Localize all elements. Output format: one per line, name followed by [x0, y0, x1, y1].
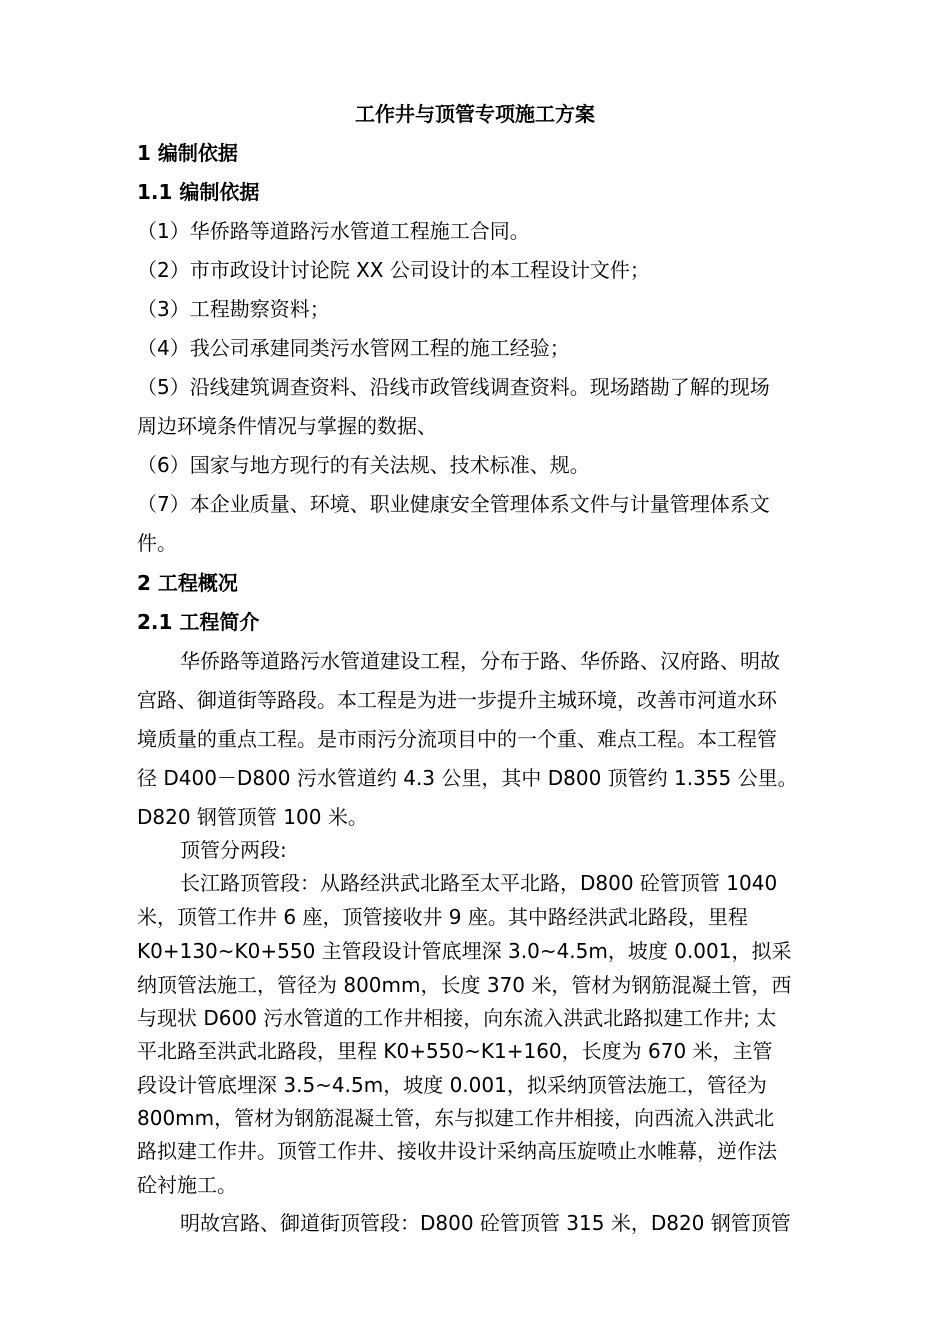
segments-intro: 顶管分两段: [180, 838, 287, 862]
minggugong-line-1: 明故宫路、御道街顶管段：D800 砼管顶管 315 米，D820 钢管顶管 [180, 1211, 791, 1235]
overview-line-1: 华侨路等道路污水管道建设工程，分布于路、华侨路、汉府路、明故 [180, 649, 780, 673]
changjiang-line-2: 米，顶管工作井 6 座，顶管接收井 9 座。其中路经洪武北路段，里程 [137, 905, 748, 929]
changjiang-line-1: 长江路顶管段：从路经洪武北路至太平北路，D800 砼管顶管 1040 [180, 871, 778, 895]
basis-item-3: （3）工程勘察资料； [137, 297, 330, 321]
changjiang-line-10: 砼衬施工。 [137, 1173, 237, 1197]
section-heading-2-1: 2.1 工程简介 [137, 610, 260, 634]
basis-item-1: （1）华侨路等道路污水管道工程施工合同。 [137, 219, 530, 243]
document-title: 工作井与顶管专项施工方案 [355, 102, 595, 126]
basis-item-7: （7）本企业质量、环境、职业健康安全管理体系文件与计量管理体系文 [137, 492, 770, 516]
basis-item-2: （2）市市政设计讨论院 XX 公司设计的本工程设计文件； [137, 258, 650, 282]
changjiang-line-4: 纳顶管法施工，管径为 800mm，长度 370 米，管材为钢筋混凝土管，西 [137, 973, 792, 997]
changjiang-line-9: 路拟建工作井。顶管工作井、接收井设计采纳高压旋喷止水帷幕，逆作法 [137, 1139, 777, 1163]
changjiang-line-5: 与现状 D600 污水管道的工作井相接，向东流入洪武北路拟建工作井; 太 [137, 1006, 777, 1030]
basis-item-6: （6）国家与地方现行的有关法规、技术标准、规。 [137, 453, 590, 477]
basis-item-7-cont: 件。 [137, 531, 177, 555]
section-heading-1: 1 编制依据 [137, 141, 238, 165]
overview-line-5: D820 钢管顶管 100 米。 [137, 805, 368, 829]
overview-line-4: 径 D400－D800 污水管道约 4.3 公里，其中 D800 顶管约 1.355 公里。 [137, 766, 798, 790]
overview-line-3: 境质量的重点工程。是市雨污分流项目中的一个重、难点工程。本工程管 [137, 727, 777, 751]
changjiang-line-6: 平北路至洪武北路段，里程 K0+550~K1+160，长度为 670 米，主管 [137, 1039, 773, 1063]
section-heading-1-1: 1.1 编制依据 [137, 180, 260, 204]
changjiang-line-7: 段设计管底埋深 3.5~4.5m，坡度 0.001，拟采纳顶管法施工，管径为 [137, 1073, 767, 1097]
overview-line-2: 宫路、御道街等路段。本工程是为进一步提升主城环境，改善市河道水环 [137, 688, 777, 712]
basis-item-5-cont: 周边环境条件情况与掌握的数据、 [137, 414, 437, 438]
section-heading-2: 2 工程概况 [137, 571, 238, 595]
changjiang-line-3: K0+130~K0+550 主管段设计管底埋深 3.0~4.5m，坡度 0.001，拟采 [137, 939, 792, 963]
changjiang-line-8: 800mm，管材为钢筋混凝土管，东与拟建工作井相接，向西流入洪武北 [137, 1106, 775, 1130]
basis-item-5: （5）沿线建筑调查资料、沿线市政管线调查资料。现场踏勘了解的现场 [137, 375, 770, 399]
basis-item-4: （4）我公司承建同类污水管网工程的施工经验； [137, 336, 570, 360]
